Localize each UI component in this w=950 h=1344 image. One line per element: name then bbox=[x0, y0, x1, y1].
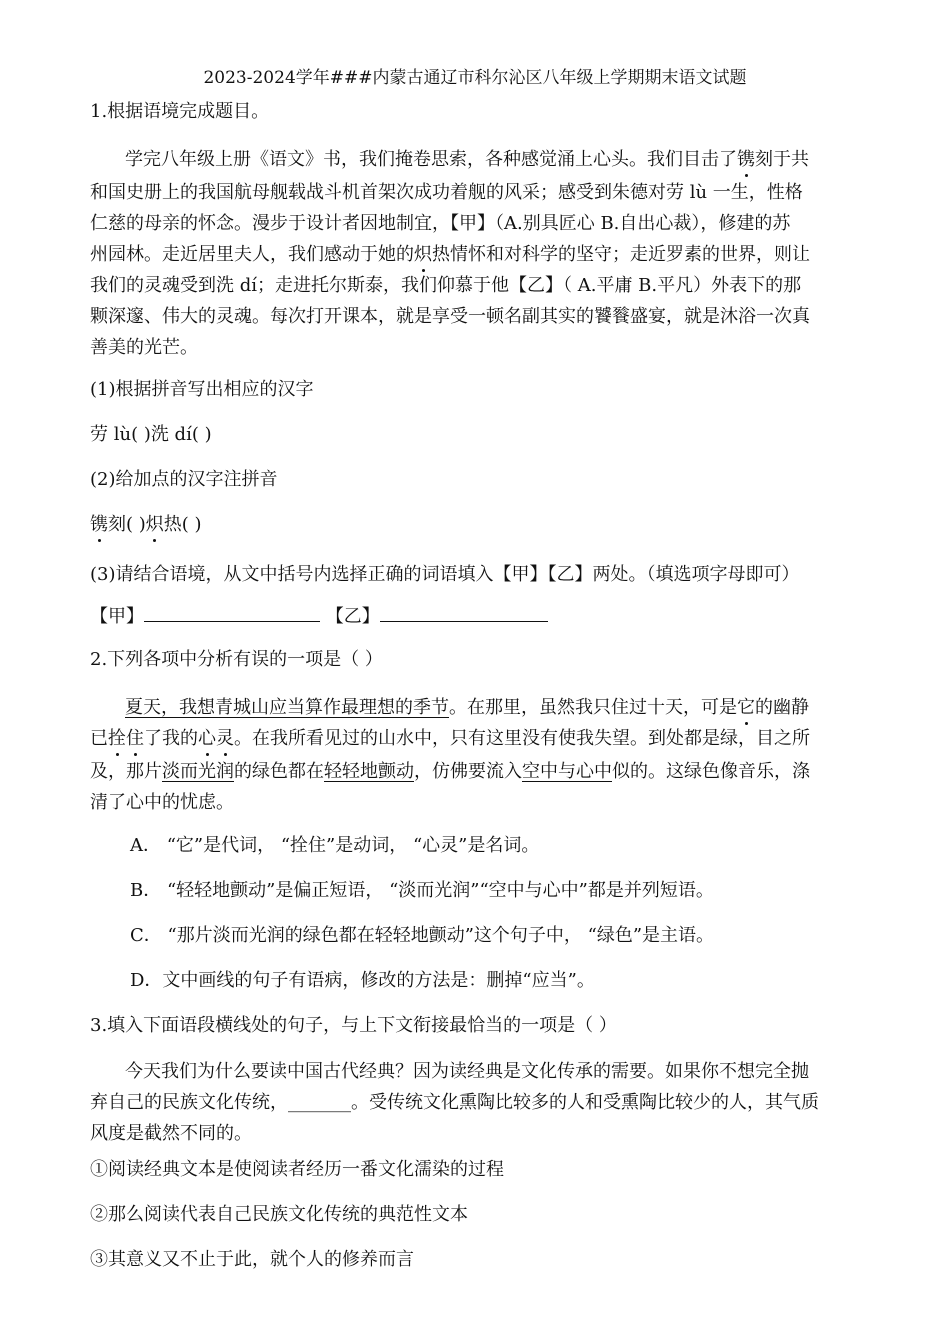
dotted-char: 镌 bbox=[737, 149, 755, 170]
answer-blank-yi[interactable] bbox=[380, 603, 548, 622]
q1-sub3-answers bbox=[90, 603, 548, 629]
q1-passage-line-2: 和国史册上的我国航母舰载战斗机首架次成功着舰的风采；感受到朱德对劳 lù 一生，性格 bbox=[90, 182, 803, 203]
q1-sub1-fill: 劳 lù( )洗 dí( ) bbox=[90, 424, 212, 445]
q1-sub1-label: (1)根据拼音写出相应的汉字 bbox=[90, 379, 314, 400]
q1-passage-line-3: 仁慈的母亲的怀念。漫步于设计者因地制宜，【甲】（A.别具匠心 B.自出心裁），修建的苏 bbox=[90, 213, 791, 234]
label-yi: 【乙】 bbox=[325, 606, 380, 627]
q2-option-b[interactable]: B． “轻轻地颤动”是偏正短语， “淡而光润”“空中与心中”都是并列短语。 bbox=[130, 880, 714, 901]
underlined-phrase: 空中与心中 bbox=[522, 761, 612, 782]
answer-blank-jia[interactable] bbox=[144, 603, 320, 622]
q3-item-3: ③其意义又不止于此，就个人的修养而言 bbox=[90, 1249, 414, 1270]
q2-passage-line-4: 清了心中的忧虑。 bbox=[90, 792, 234, 813]
dotted-char: 炽 bbox=[414, 244, 432, 265]
q1-sub3-label: (3)请结合语境，从文中括号内选择正确的词语填入【甲】【乙】两处。（填选项字母即可） bbox=[90, 564, 800, 585]
q3-passage-line-3: 风度是截然不同的。 bbox=[90, 1123, 252, 1144]
dotted-char: 住 bbox=[126, 728, 144, 749]
q3-item-2: ②那么阅读代表自己民族文化传统的典范性文本 bbox=[90, 1204, 468, 1225]
q2-option-c[interactable]: C． “那片淡而光润的绿色都在轻轻地颤动”这个句子中， “绿色”是主语。 bbox=[130, 925, 715, 946]
q1-passage-line-5: 我们的灵魂受到洗 dí；走进托尔斯泰，我们仰慕于他【乙】（ A.平庸 B.平凡）外表下的那 bbox=[90, 275, 802, 296]
dotted-char: 炽 bbox=[145, 514, 164, 535]
dotted-char: 心 bbox=[198, 728, 216, 749]
q1-passage-line-7: 善美的光芒。 bbox=[90, 337, 198, 358]
dotted-char: 灵 bbox=[216, 728, 234, 749]
dotted-char: 拴 bbox=[108, 728, 126, 749]
q1-passage-line-4: 州园林。走近居里夫人，我们感动于她的炽热情怀和对科学的坚守；走近罗素的世界，则让 bbox=[90, 244, 810, 265]
q1-passage-line-1: 学完八年级上册《语文》书，我们掩卷思索，各种感觉涌上心头。我们目击了镌刻于共 bbox=[125, 149, 809, 170]
q3-passage-line-2: 弃自己的民族文化传统，_______。受传统文化熏陶比较多的人和受熏陶比较少的人，其气质 bbox=[90, 1092, 819, 1113]
q3-passage-line-1: 今天我们为什么要读中国古代经典？因为读经典是文化传承的需要。如果你不想完全抛 bbox=[125, 1061, 809, 1082]
q2-passage-line-1: 夏天，我想青城山应当算作最理想的季节。在那里，虽然我只住过十天，可是它的幽静 bbox=[125, 697, 809, 718]
page-title: 2023-2024学年###内蒙古通辽市科尔沁区八年级上学期期末语文试题 bbox=[203, 68, 747, 88]
underlined-phrase: 淡而光润 bbox=[162, 761, 234, 782]
q2-option-d[interactable]: D．文中画线的句子有语病，修改的方法是：删掉“应当”。 bbox=[130, 970, 595, 991]
q1-sub2-fill: 镌刻( )炽热( ) bbox=[90, 514, 202, 535]
q2-passage-line-2: 已拴住了我的心灵。在我所看见过的山水中，只有这里没有使我失望。到处都是绿，目之所 bbox=[90, 728, 810, 749]
q1-passage-line-6: 颗深邃、伟大的灵魂。每次打开课本，就是享受一顿名副其实的饕餮盛宴，就是沐浴一次真 bbox=[90, 306, 810, 327]
q1-stem: 1.根据语境完成题目。 bbox=[90, 101, 270, 122]
q2-option-a[interactable]: A． “它”是代词， “拴住”是动词， “心灵”是名词。 bbox=[130, 835, 540, 856]
dotted-char: 镌 bbox=[90, 514, 108, 535]
q2-stem: 2.下列各项中分析有误的一项是（ ） bbox=[90, 649, 383, 670]
q3-stem: 3.填入下面语段横线处的句子，与上下文衔接最恰当的一项是（ ） bbox=[90, 1015, 617, 1036]
label-jia: 【甲】 bbox=[90, 606, 144, 627]
underlined-sentence: 夏天，我想青城山应当算作最理想的季节 bbox=[125, 697, 449, 718]
q3-item-1: ①阅读经典文本是使阅读者经历一番文化濡染的过程 bbox=[90, 1159, 504, 1180]
q2-passage-line-3: 及，那片淡而光润的绿色都在轻轻地颤动，仿佛要流入空中与心中似的。这绿色像音乐，涤 bbox=[90, 761, 810, 782]
q1-sub2-label: (2)给加点的汉字注拼音 bbox=[90, 469, 278, 490]
underlined-phrase: 轻轻地颤动 bbox=[324, 761, 414, 782]
dotted-char: 它 bbox=[737, 697, 755, 718]
